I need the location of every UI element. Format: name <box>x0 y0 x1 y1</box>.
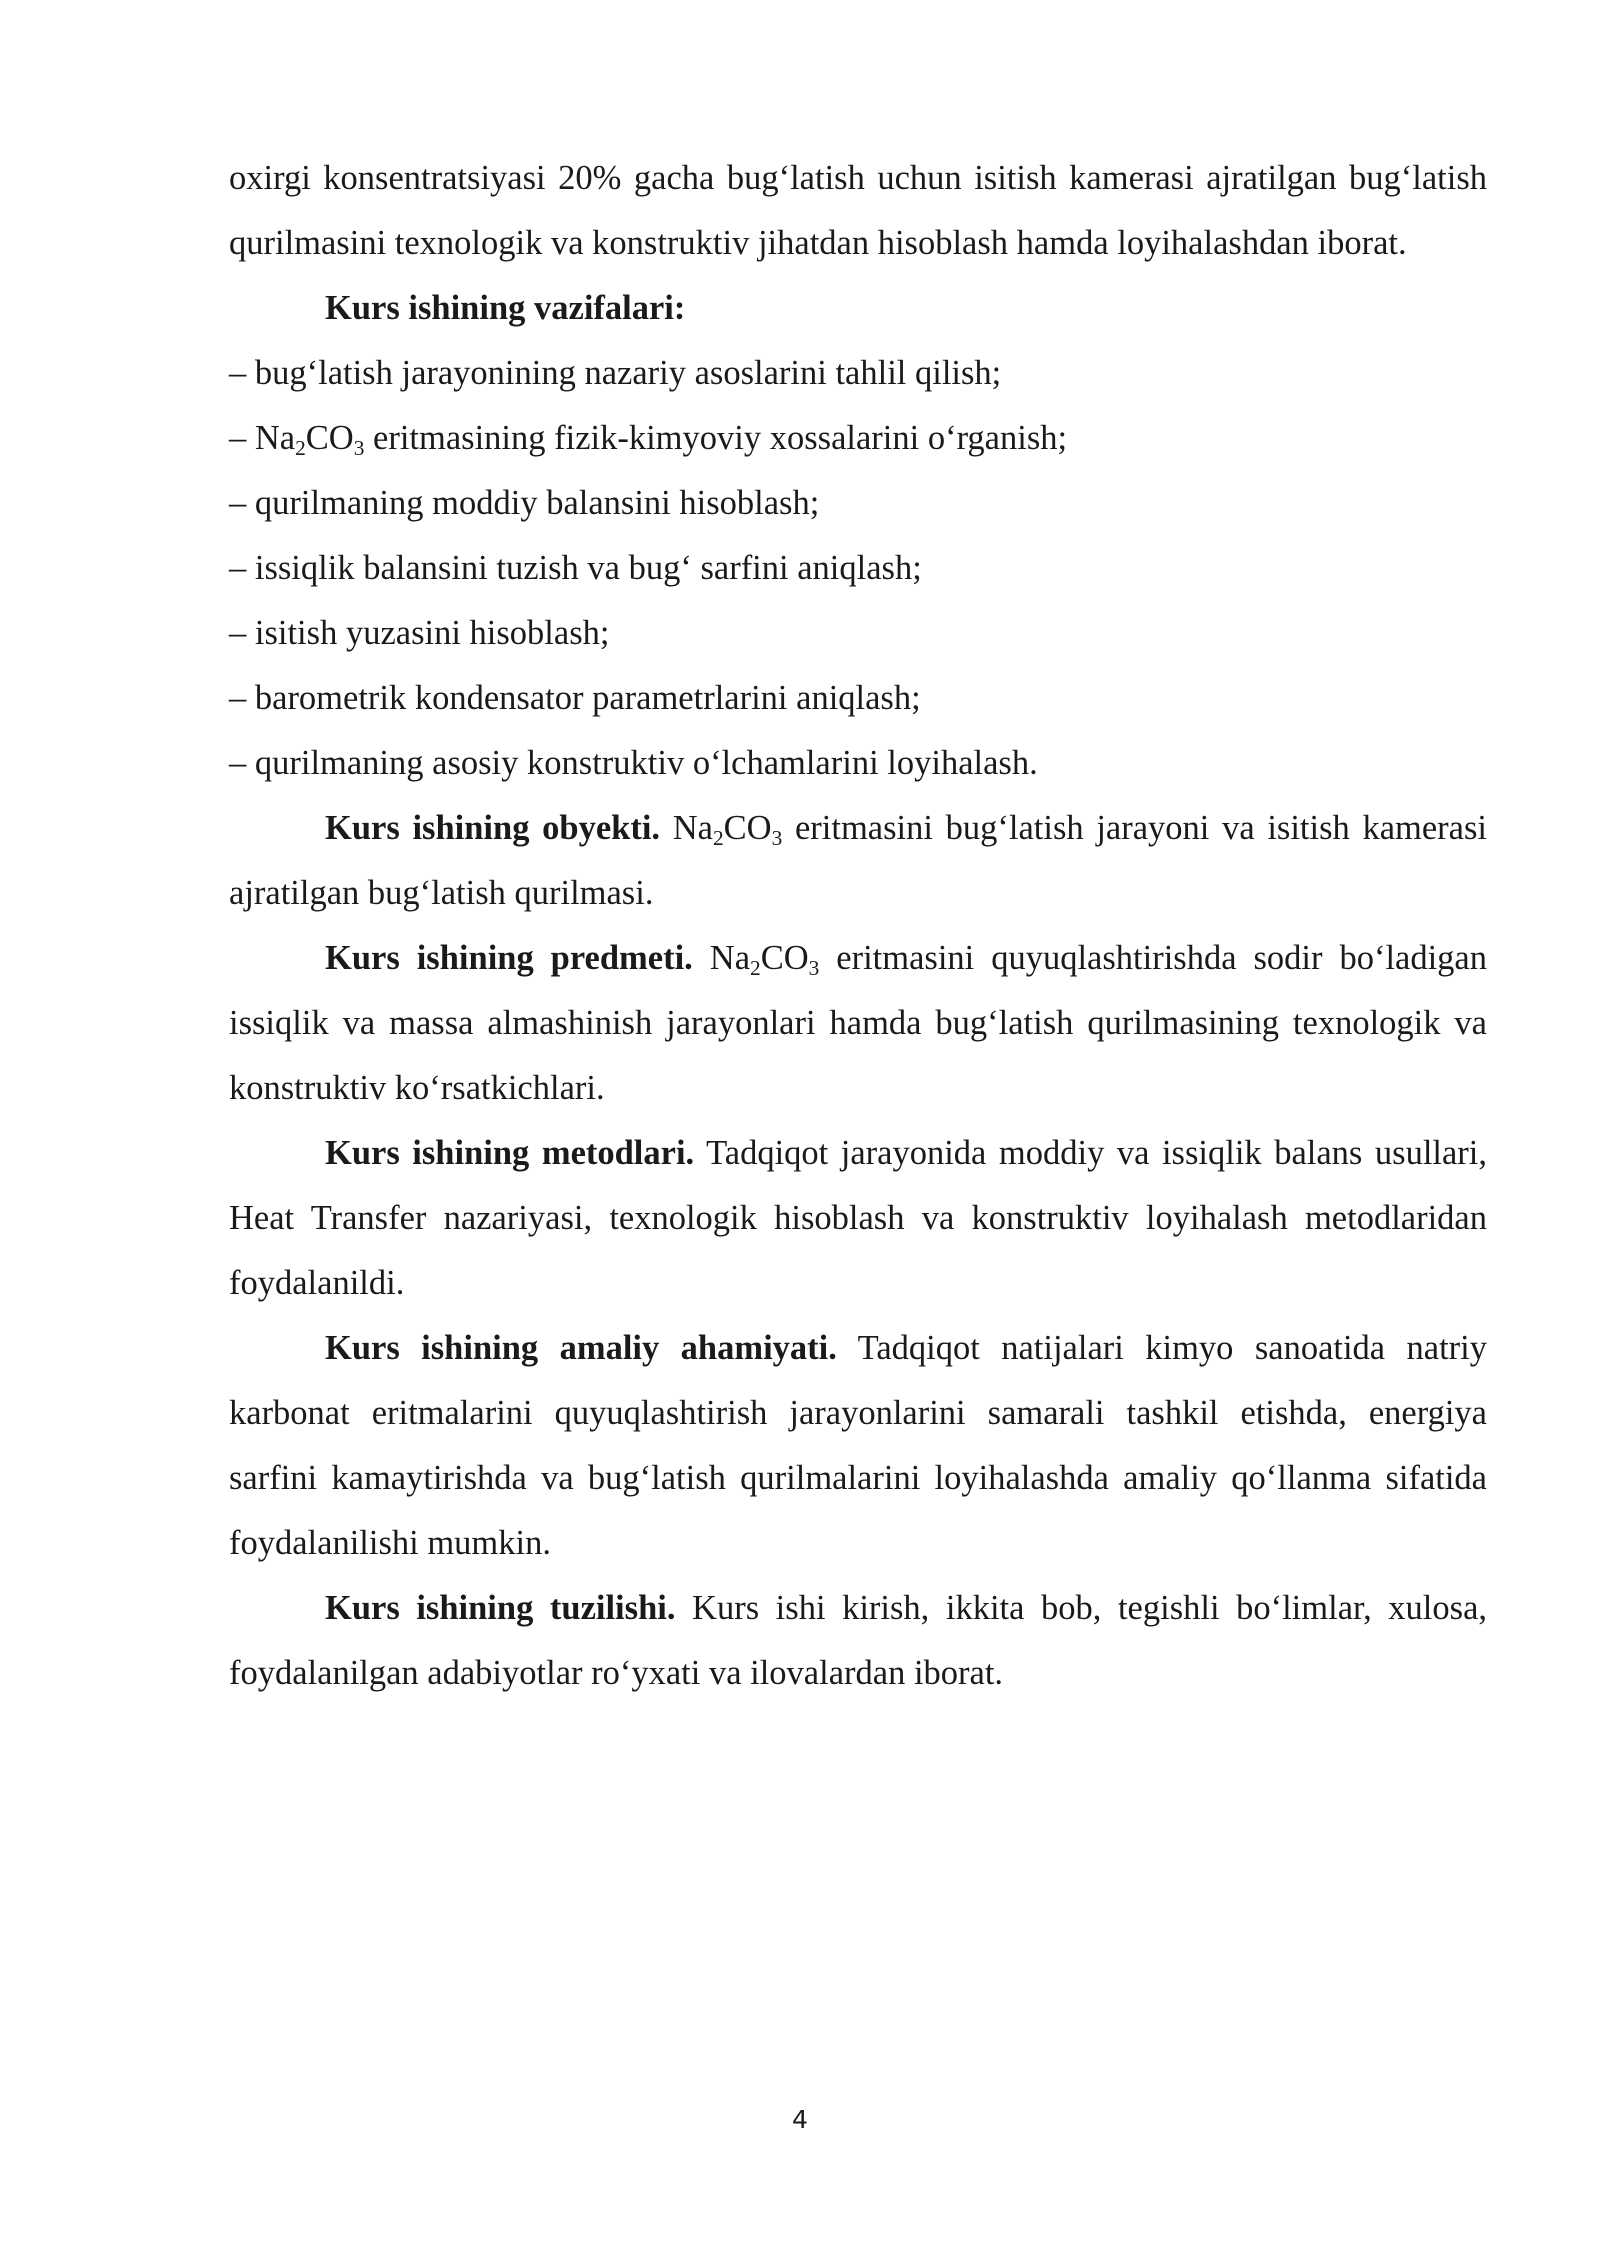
task-item-2-mid: CO <box>305 419 354 457</box>
subject-paragraph <box>229 926 1487 1121</box>
task-item-2-sub-1: 2 <box>295 435 306 460</box>
methods-heading: Kurs ishining metodlari. <box>325 1134 695 1172</box>
subject-formula-na: Na <box>692 939 751 977</box>
task-item-2 <box>229 406 1487 471</box>
task-item-2-prefix: – Na <box>229 419 296 457</box>
task-item-7: – qurilmaning asosiy konstruktiv o‘lchamlarini loyihalash. <box>229 744 1038 782</box>
object-formula-sub-2: 3 <box>771 825 783 850</box>
intro-paragraph: oxirgi konsentratsiyasi 20% gacha bug‘latish uchun isitish kamerasi ajratilgan bug‘latish qurilmasini texnologik va konstruktiv jihatdan hisoblash hamda loyihalashdan iborat. <box>229 159 1487 262</box>
subject-text: eritmasini quyuqlashtirishda sodir bo‘ladigan issiqlik va massa almashinish jarayonlari hamda bug‘latish qurilmasining texnologik va konstruktiv ko‘rsatkichlari. <box>229 939 1487 1107</box>
object-text: eritmasini bug‘latish jarayoni va isitish kamerasi ajratilgan bug‘latish qurilmasi. <box>229 809 1487 912</box>
object-formula-na: Na <box>660 809 713 847</box>
structure-text: Kurs ishi kirish, ikkita bob, tegishli bo‘limlar, xulosa, foydalanilgan adabiyotlar ro‘yxati va ilovalardan iborat. <box>229 1589 1488 1692</box>
object-formula-co: CO <box>723 809 772 847</box>
task-item-6: – barometrik kondensator parametrlarini aniqlash; <box>229 679 921 717</box>
structure-paragraph <box>229 1576 1487 1706</box>
page-number: 4 <box>792 2105 808 2134</box>
tasks-heading-paragraph <box>229 276 1487 341</box>
tasks-heading: Kurs ishining vazifalari: <box>325 289 686 327</box>
task-item-2-sub-2: 3 <box>353 435 365 460</box>
methods-paragraph <box>229 1121 1487 1316</box>
task-item-2-rest: eritmasining fizik-kimyoviy xossalarini o‘rganish; <box>364 419 1068 457</box>
significance-paragraph <box>229 1316 1487 1576</box>
task-item-3: – qurilmaning moddiy balansini hisoblash; <box>229 484 820 522</box>
task-item-4: – issiqlik balansini tuzish va bug‘ sarfini aniqlash; <box>229 549 922 587</box>
subject-formula-sub-2: 3 <box>808 955 820 980</box>
subject-heading: Kurs ishining predmeti. <box>325 939 693 977</box>
object-heading: Kurs ishining obyekti. <box>325 809 661 847</box>
structure-heading: Kurs ishining tuzilishi. <box>325 1589 676 1627</box>
subject-formula-sub-1: 2 <box>750 955 761 980</box>
significance-text: Tadqiqot natijalari kimyo sanoatida natriy karbonat eritmalarini quyuqlashtirish jarayonlarini samarali tashkil etishda, energiya sarfini kamaytirishda va bug‘latish qurilmalarini loyihalashda amaliy qo‘llanma sifatida foydalanilishi mumkin. <box>229 1329 1488 1562</box>
methods-text: Tadqiqot jarayonida moddiy va issiqlik balans usullari, Heat Transfer nazariyasi, texnologik hisoblash va konstruktiv loyihalash metodlaridan foydalanildi. <box>229 1134 1487 1302</box>
significance-heading: Kurs ishining amaliy ahamiyati. <box>325 1329 837 1367</box>
task-item-5: – isitish yuzasini hisoblash; <box>229 614 610 652</box>
subject-formula-co: CO <box>760 939 809 977</box>
object-formula-sub-1: 2 <box>712 825 724 850</box>
object-paragraph <box>229 796 1487 926</box>
task-item-1: – bug‘latish jarayonining nazariy asoslarini tahlil qilish; <box>229 354 1002 392</box>
document-page <box>229 146 1487 1706</box>
